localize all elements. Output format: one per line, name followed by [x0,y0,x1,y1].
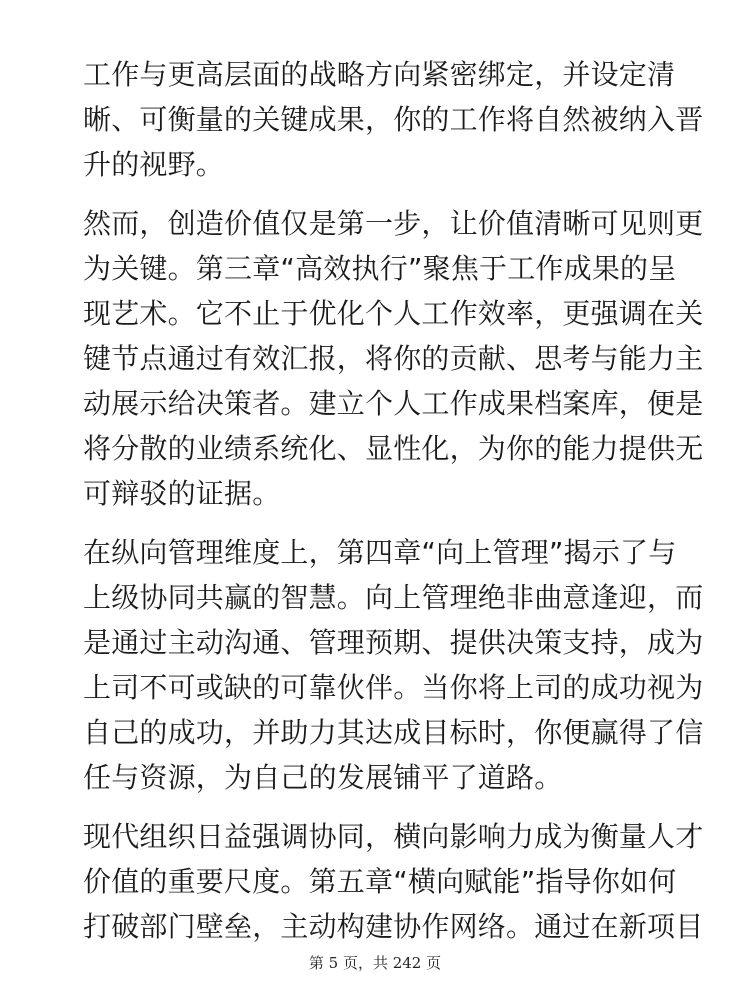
text-line: 工作与更高层面的战略方向紧密绑定，并设定清 [83,58,676,91]
text-line: 任与资源，为自己的发展铺平了道路。 [83,761,563,794]
paragraph-4 [83,814,704,949]
text-line: 升的视野。 [83,148,225,181]
text-line: 将分散的业绩系统化、显性化，为你的能力提供无 [83,432,704,465]
paragraph-3 [83,530,704,800]
text-line: 价值的重要尺度。第五章“横向赋能”指导你如何 [83,865,677,898]
text-line: 晰、可衡量的关键成果，你的工作将自然被纳入晋 [83,103,704,136]
text-line: 键节点通过有效汇报，将你的贡献、思考与能力主 [83,342,704,375]
text-line: 动展示给决策者。建立个人工作成果档案库，便是 [83,387,704,420]
paragraph-2 [83,201,704,516]
text-line: 在纵向管理维度上，第四章“向上管理”揭示了与 [83,536,677,569]
text-line: 可辩驳的证据。 [83,477,281,510]
text-line: 为关键。第三章“高效执行”聚焦于工作成果的呈 [83,252,677,285]
page-number-footer: 第 5 页，共 242 页 [308,954,442,972]
text-line: 然而，创造价值仅是第一步，让价值清晰可见则更 [83,207,704,240]
text-line: 上司不可或缺的可靠伙伴。当你将上司的成功视为 [83,671,704,704]
text-line: 是通过主动沟通、管理预期、提供决策支持，成为 [83,626,704,659]
body-text [83,52,704,963]
text-line: 现艺术。它不止于优化个人工作效率，更强调在关 [83,297,704,330]
text-line: 上级协同共赢的智慧。向上管理绝非曲意逢迎，而 [83,581,704,614]
text-line: 自己的成功，并助力其达成目标时，你便赢得了信 [83,716,704,749]
text-line: 现代组织日益强调协同，横向影响力成为衡量人才 [83,820,704,853]
paragraph-1 [83,52,704,187]
text-line: 打破部门壁垒，主动构建协作网络。通过在新项目 [83,910,704,943]
